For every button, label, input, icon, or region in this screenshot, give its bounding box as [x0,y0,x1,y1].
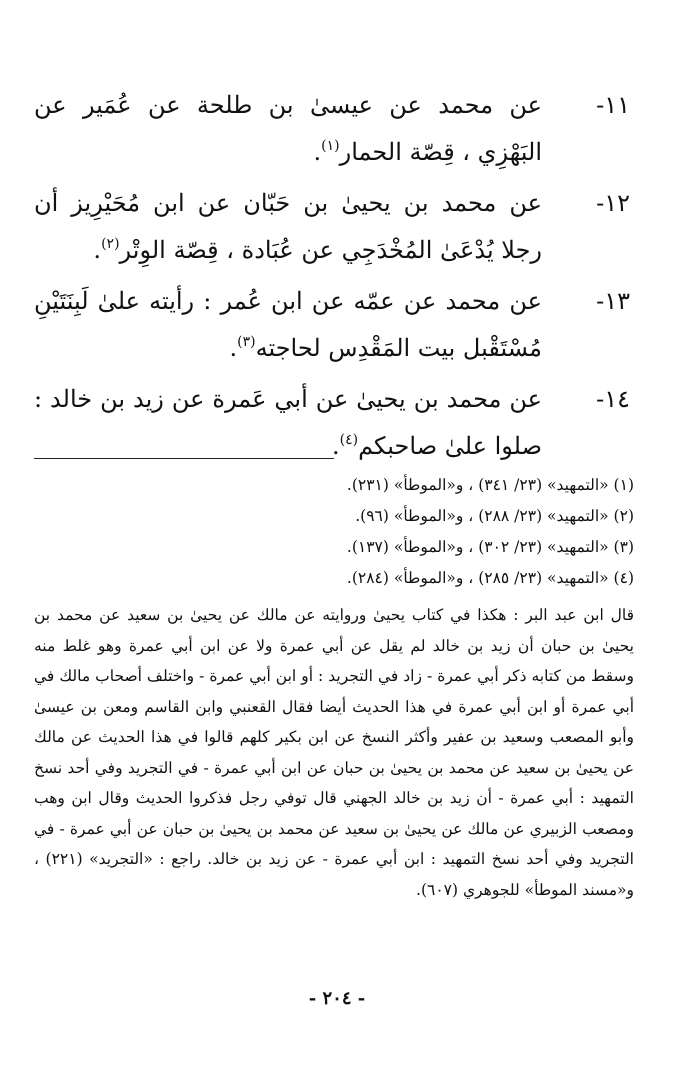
item-number: ١٢- [596,189,630,217]
footnote-ref: (٢) [101,236,120,252]
footnotes [34,470,634,594]
list-item [34,82,630,176]
item-end: . [229,334,238,362]
commentary-paragraph: قال ابن عبد البر : هكذا في كتاب يحيىٰ وروايته عن مالك عن يحيىٰ بن سعيد عن محمد بن يحيىٰ بن حبان أن زيد بن خالد لم يقل عن أبي عمرة ولا عن ابن أبي عمرة وهو غلط منه وسقط من كتابه ذكر أبي عمرة - زاد في التجريد : أو ابن أبي عمرة - واختلف أصحاب مالك في أبي عمرة أو ابن أبي عمرة في هذا الحديث أيضا فقال القعنبي وابن القاسم ومعن بن عيسىٰ وأبو المصعب وسعيد بن عفير وأكثر النسخ عن ابن بكير كلهم قالوا في هذا الحديث عن مالك عن يحيىٰ بن سعيد عن محمد بن يحيىٰ بن حبان عن ابن أبي عمرة - في التجريد وفي أحد نسخ التمهيد : أبي عمرة - أن زيد بن خالد الجهني قال توفي رجل فذكروا الحديث وقال ابن وهب ومصعب الزبيري عن مالك عن يحيىٰ بن سعيد عن محمد بن يحيىٰ بن حبان عن أبي عمرة - في التجريد وفي أحد نسخ التمهيد : ابن أبي عمرة - عن زيد بن خالد. راجع : «التجريد» (٢٢١) ، و«مسند الموطأ» للجوهري (٦٠٧). [34,606,634,899]
item-number: ١١- [596,91,630,119]
footnote: (١) «التمهيد» (٢٣/ ٣٤١) ، و«الموطأ» (٢٣١). [346,476,634,494]
hadith-list [34,82,630,474]
list-item [34,278,630,372]
item-number: ١٤- [596,385,630,413]
item-text: عن محمد بن يحيىٰ بن حَبّان عن ابن مُحَيْرِيز أن رجلا يُدْعَىٰ المُخْدَجِي عن عُبَادة ، قِصّة الوِتْر [34,189,542,264]
footnote-divider [34,458,334,459]
footnote-ref: (٤) [339,432,359,448]
item-text: عن محمد عن عمّه عن ابن عُمر : رأيته علىٰ لَبِنَتَيْنِ مُسْتَقْبل بيت المَقْدِس لحاجته [34,287,542,362]
list-item [34,376,630,470]
footnote-ref: (١) [321,138,340,154]
page-number: - ٢٠٤ - [308,988,366,1009]
footnote-ref: (٣) [237,334,256,350]
item-number: ١٣- [596,287,630,315]
footnote: (٣) «التمهيد» (٢٣/ ٣٠٢) ، و«الموطأ» (١٣٧). [346,538,634,556]
item-text: عن محمد بن يحيىٰ عن أبي عَمرة عن زيد بن خالد : صلوا علىٰ صاحبكم [34,385,542,460]
item-end: . [331,432,340,460]
item-end: . [93,236,102,264]
item-end: . [313,138,322,166]
footnote: (٢) «التمهيد» (٢٣/ ٢٨٨) ، و«الموطأ» (٩٦). [355,507,634,525]
list-item [34,180,630,274]
footnote: (٤) «التمهيد» (٢٣/ ٢٨٥) ، و«الموطأ» (٢٨٤). [346,569,634,587]
item-text: عن محمد عن عيسىٰ بن طلحة عن عُمَير عن البَهْزِي ، قِصّة الحمار [34,91,542,166]
